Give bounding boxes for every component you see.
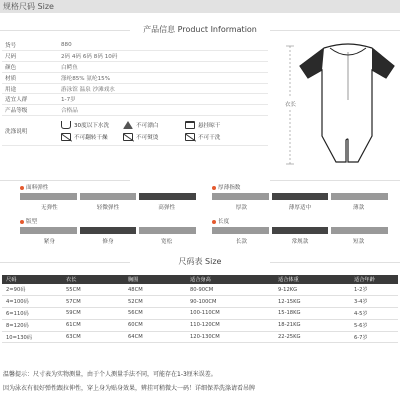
- size-cell: 48CM: [124, 284, 186, 296]
- size-cell: 12-15KG: [274, 296, 350, 308]
- size-cell: 22-25KG: [274, 331, 350, 343]
- size-header-cell: 衣长: [62, 275, 124, 284]
- no-bleach-icon: [123, 121, 133, 129]
- size-cell: 100-110CM: [186, 308, 274, 320]
- product-info-table: [2, 40, 268, 146]
- info-label: 货号: [2, 40, 58, 51]
- info-label: 颜色: [2, 62, 58, 73]
- length-option: 长款: [235, 239, 247, 245]
- wash-item: [123, 133, 181, 141]
- wash-row: [2, 116, 268, 146]
- fit-option: 宽松: [161, 239, 173, 245]
- length-label: 衣长: [284, 102, 297, 108]
- table-row: [2, 319, 398, 331]
- thickness-option: 薄款: [353, 205, 365, 211]
- header-bar: [0, 0, 400, 13]
- fit-bar: [20, 227, 196, 234]
- info-value: 涤纶85% 氨纶15%: [58, 72, 268, 83]
- length-spec-label: 长度: [212, 217, 229, 225]
- size-cell: 110-120CM: [186, 319, 274, 331]
- size-table-title: 尺码表 Size: [0, 256, 400, 267]
- wash-text: 不可干洗: [198, 134, 221, 141]
- swimsuit-figure: [282, 40, 398, 170]
- product-info-title: 产品信息 Product Information: [0, 24, 400, 35]
- info-value: 1-7岁: [58, 94, 268, 105]
- wash-text: 不可漂白: [136, 122, 159, 129]
- no-tumble-dry-icon: [61, 133, 71, 141]
- info-row: [2, 40, 268, 51]
- info-row: [2, 94, 268, 105]
- wash-item: [61, 133, 119, 141]
- info-label: 用途: [2, 83, 58, 94]
- size-cell: 52CM: [124, 296, 186, 308]
- size-cell: 5-6岁: [350, 319, 398, 331]
- size-cell: 8=120码: [2, 319, 62, 331]
- no-iron-icon: [123, 133, 133, 141]
- hand-wash-icon: [61, 121, 71, 129]
- size-cell: 61CM: [62, 319, 124, 331]
- elasticity-option: 高弹性: [158, 205, 176, 211]
- size-header-cell: 适合年龄: [350, 275, 398, 284]
- info-row: [2, 83, 268, 94]
- size-cell: 4=100码: [2, 296, 62, 308]
- table-row: [2, 308, 398, 320]
- size-cell: 10=130码: [2, 331, 62, 343]
- elasticity-segment: [139, 193, 196, 200]
- elasticity-segment: [80, 193, 137, 200]
- info-label: 适宜人群: [2, 94, 58, 105]
- size-header-cell: 适合体重: [274, 275, 350, 284]
- wash-label: 洗涤说明: [2, 116, 58, 146]
- elasticity-label: 面料弹性: [20, 183, 48, 191]
- wash-text: 不可翻转干燥: [74, 134, 108, 141]
- length-segment: [331, 227, 388, 234]
- wash-item: [185, 121, 243, 129]
- size-header-cell: 适合身高: [186, 275, 274, 284]
- size-cell: 60CM: [124, 319, 186, 331]
- no-dry-clean-icon: [185, 133, 195, 141]
- fit-segment: [20, 227, 77, 234]
- size-cell: 57CM: [62, 296, 124, 308]
- header-title: 规格尺码 Size: [3, 2, 54, 11]
- fit-option: 紧身: [43, 239, 55, 245]
- size-cell: 2=90码: [2, 284, 62, 296]
- size-cell: 59CM: [62, 308, 124, 320]
- wash-item: [61, 121, 119, 129]
- table-row: [2, 331, 398, 343]
- thickness-segment: [272, 193, 329, 200]
- info-value: 白鳄鱼: [58, 62, 268, 73]
- length-segment: [212, 227, 269, 234]
- thickness-label: 厚薄指数: [212, 183, 240, 191]
- fit-segment: [139, 227, 196, 234]
- size-cell: 15-18KG: [274, 308, 350, 320]
- info-row: [2, 62, 268, 73]
- size-cell: 90-100CM: [186, 296, 274, 308]
- thickness-segment: [212, 193, 269, 200]
- info-value: 2码 4码 6码 8码 10码: [58, 51, 268, 62]
- wash-item: [123, 121, 181, 129]
- size-cell: 56CM: [124, 308, 186, 320]
- size-cell: 120-130CM: [186, 331, 274, 343]
- table-row: [2, 284, 398, 296]
- fit-segment: [80, 227, 137, 234]
- size-header-cell: 胸围: [124, 275, 186, 284]
- info-label: 产品等级: [2, 105, 58, 116]
- thickness-bar: [212, 193, 388, 200]
- elasticity-option: 轻微弹性: [96, 205, 120, 211]
- wash-text: 不可熨烫: [136, 134, 159, 141]
- size-cell: 9-12KG: [274, 284, 350, 296]
- size-cell: 6=110码: [2, 308, 62, 320]
- length-bar: [212, 227, 388, 234]
- size-cell: 63CM: [62, 331, 124, 343]
- thickness-option: 厚款: [235, 205, 247, 211]
- size-cell: 1-2岁: [350, 284, 398, 296]
- wash-text: 悬挂晾干: [198, 122, 221, 129]
- wash-text: 30度以下水洗: [74, 122, 110, 129]
- thickness-option: 薄厚适中: [288, 205, 312, 211]
- info-value: 880: [58, 40, 268, 51]
- size-cell: 6-7岁: [350, 331, 398, 343]
- size-cell: 3-4岁: [350, 296, 398, 308]
- length-segment: [272, 227, 329, 234]
- length-option: 常规款: [291, 239, 309, 245]
- info-row: [2, 105, 268, 116]
- size-cell: 64CM: [124, 331, 186, 343]
- info-label: 材质: [2, 72, 58, 83]
- info-label: 尺码: [2, 51, 58, 62]
- size-cell: 80-90CM: [186, 284, 274, 296]
- size-cell: 4-5岁: [350, 308, 398, 320]
- size-cell: 18-21KG: [274, 319, 350, 331]
- info-row: [2, 72, 268, 83]
- elasticity-segment: [20, 193, 77, 200]
- info-value: 合格品: [58, 105, 268, 116]
- info-row: [2, 51, 268, 62]
- fit-label: 版型: [20, 217, 37, 225]
- hang-dry-icon: [185, 121, 195, 129]
- elasticity-option: 无弹性: [40, 205, 58, 211]
- wash-item: [185, 133, 243, 141]
- length-option: 短款: [353, 239, 365, 245]
- thickness-segment: [331, 193, 388, 200]
- note-elasticity: 因为泳衣有很好弹性跟拉伸性，穿上身为贴身效果，辨挂可稍微大一码！详细保养洗涤请看吊牌: [3, 385, 256, 392]
- size-table: [2, 275, 398, 343]
- elasticity-bar: [20, 193, 196, 200]
- info-value: 游泳馆 温泉 沙滩戏水: [58, 83, 268, 94]
- fit-option: 修身: [102, 239, 114, 245]
- size-cell: 55CM: [62, 284, 124, 296]
- table-row: [2, 296, 398, 308]
- size-header-cell: 尺码: [2, 275, 62, 284]
- wash-grid: [61, 121, 265, 141]
- note-measurement: 温馨提示：尺寸表为实物测量，由于个人测量手法不同，可能存在1-3厘米误差。: [3, 371, 217, 378]
